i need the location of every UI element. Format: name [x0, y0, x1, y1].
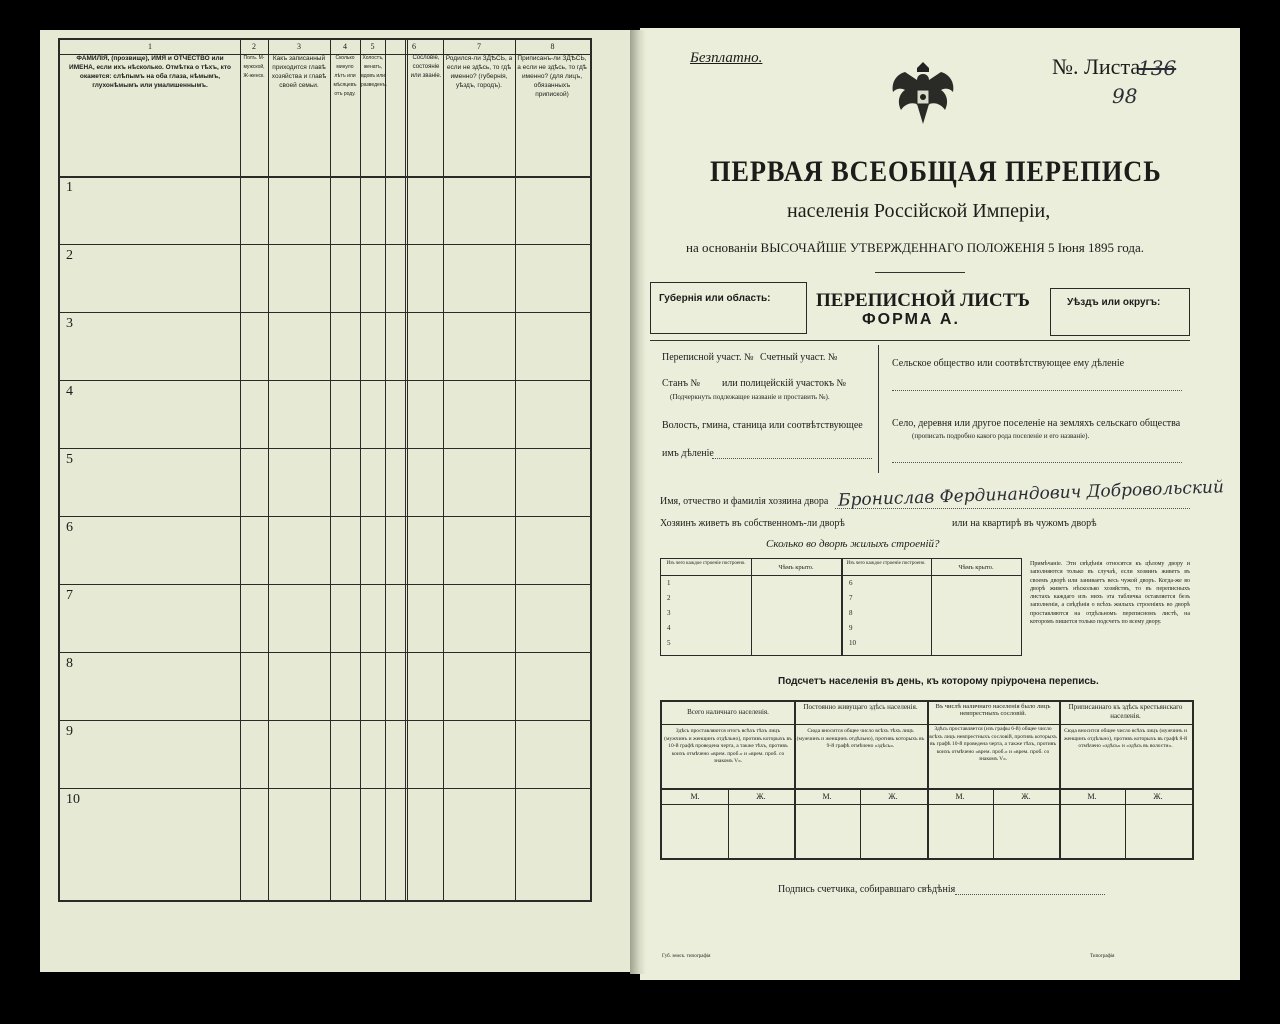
bld-row: 10	[849, 639, 856, 647]
row-number: 3	[66, 316, 73, 331]
underline-note: (Подчеркнуть подлежащее названіе и проставить №).	[670, 393, 830, 401]
district-box[interactable]	[1050, 288, 1190, 336]
male-label: М.	[955, 792, 965, 801]
bld-col-roof: Чѣмъ крыто.	[778, 564, 814, 571]
signature-label: Подпись счетчика, собиравшаго свѣдѣнія	[778, 884, 956, 895]
village-label: Село, деревня или другое поселеніе на земляхъ сельскаго общества	[892, 418, 1181, 429]
buildings-table	[660, 558, 1022, 656]
village-note: (прописать подробно какого рода поселеніе и его названіе).	[912, 432, 1090, 440]
bld-row: 3	[667, 609, 671, 617]
owner-handwritten-name: Бронислав Фердинандович Добровольский	[837, 477, 1225, 511]
buildings-question: Сколько во дворѣ жилыхъ строеній?	[766, 538, 940, 550]
female-label: Ж.	[888, 792, 898, 801]
rural-society-label: Сельское общество или соотвѣтствующее ему дѣленіе	[892, 358, 1125, 369]
row-number: 7	[66, 588, 73, 603]
form-basis: на основаніи ВЫСОЧАЙШЕ УТВЕРЖДЕННАГО ПОЛОЖЕНІЯ 5 Іюня 1895 года.	[686, 240, 1145, 255]
female-label: Ж.	[1153, 792, 1163, 801]
volost-label: Волость, гмина, станица или соотвѣтствующее	[662, 420, 863, 431]
printer-note: Губ. земск. типографія	[662, 954, 711, 959]
signature-field[interactable]	[955, 894, 1105, 895]
header-estate: Сословіе, состояніе или званіе.	[410, 55, 442, 79]
header-birthplace: Родился-ли ЗДѢСЬ, а если не здѣсь, то гдѣ именно? (губернія, уѣздъ, городъ).	[445, 55, 513, 89]
book-spine	[630, 30, 646, 974]
person-register-table	[58, 38, 592, 902]
row-number: 1	[66, 180, 73, 195]
camp-label: Станъ №	[662, 378, 701, 389]
bld-row: 5	[667, 639, 671, 647]
province-box[interactable]	[650, 282, 807, 334]
bld-row: 2	[667, 594, 671, 602]
header-sex: Полъ. М-мужской, Ж-женск.	[243, 55, 265, 79]
population-count-table	[660, 700, 1194, 860]
bld-row: 4	[667, 624, 671, 632]
divider	[878, 345, 879, 473]
rural-society-field[interactable]	[892, 390, 1182, 391]
owner-label: Имя, отчество и фамилія хозяина двора	[660, 496, 829, 507]
lives-rent-label: или на квартирѣ въ чужомъ дворѣ	[952, 518, 1097, 529]
row-number: 10	[66, 792, 80, 807]
row-number: 5	[66, 452, 73, 467]
bld-row: 6	[849, 579, 853, 587]
count-col-nonpeasant: Въ числѣ наличнаго населенія было лицъ невпрестныхъ сословій.	[935, 703, 1051, 717]
form-name: ПЕРЕПИСНОЙ ЛИСТЪ	[816, 290, 1030, 311]
volost-field[interactable]	[712, 458, 872, 459]
male-label: М.	[822, 792, 832, 801]
form-title: ПЕРВАЯ ВСЕОБЩАЯ ПЕРЕПИСЬ	[710, 155, 1162, 188]
count-desc: Сюда вносится общее число всѣхъ лицъ (мужчинъ и женщинъ отдѣльно), противъ которыхъ въ графѣ 8-й отмѣчено «здѣсь» и «здѣсь въ волости».	[1063, 728, 1188, 749]
bld-row: 7	[849, 594, 853, 602]
col-number: 3	[297, 42, 301, 51]
bld-col-material: Изъ чего каждое строеніе построено.	[846, 561, 926, 566]
village-field[interactable]	[892, 462, 1182, 463]
district-label: Уѣздъ или округъ:	[1067, 297, 1161, 308]
imperial-eagle-emblem	[888, 58, 958, 140]
bld-col-material: Изъ чего каждое строеніе построено.	[666, 561, 746, 566]
row-number: 8	[66, 656, 73, 671]
sheet-label: №. Листа	[1052, 54, 1141, 79]
header-age: Сколько минуло лѣтъ или мѣсяцевъ отъ роду.	[333, 55, 357, 97]
female-label: Ж.	[756, 792, 766, 801]
male-label: М.	[690, 792, 700, 801]
police-label: или полицейскій участокъ №	[722, 378, 847, 389]
sheet-number-handwritten: 98	[1112, 84, 1138, 108]
bld-col-roof: Чѣмъ крыто.	[958, 564, 994, 571]
col-number: 8	[550, 42, 555, 51]
female-label: Ж.	[1021, 792, 1031, 801]
province-label: Губернія или область:	[659, 293, 771, 304]
divider	[650, 340, 1190, 341]
bld-row: 1	[667, 579, 671, 587]
col-number: 2	[252, 42, 256, 51]
printer-note: Типографія	[1090, 954, 1115, 959]
header-relation: Какъ записанный приходится главѣ хозяйства и главѣ своей семьи.	[271, 55, 327, 89]
col-number: 6	[412, 42, 416, 51]
sheet-number-struck: 136	[1138, 56, 1177, 80]
volost-label-2: имъ дѣленіе	[662, 448, 714, 459]
lives-own-label: Хозяинъ живетъ въ собственномъ-ли дворѣ	[660, 518, 845, 529]
form-subtitle: населенія Россійской Имперіи,	[787, 200, 1051, 222]
count-col-permanent: Постоянно живущаго здѣсь населенія.	[803, 703, 918, 711]
male-label: М.	[1087, 792, 1097, 801]
header-name: ФАМИЛІЯ, (прозвище), ИМЯ и ОТЧЕСТВО или ИМЕНА, если ихъ нѣсколько. Отмѣтка о тѣхъ, кто окажется: слѣпымъ на оба глаза, нѣмымъ, глухонѣмымъ или умалишеннымъ.	[69, 55, 231, 89]
row-number: 6	[66, 520, 73, 535]
row-number: 9	[66, 724, 73, 739]
count-col-total: Всего наличнаго населенія.	[687, 708, 769, 716]
bld-row: 9	[849, 624, 853, 632]
buildings-note: Примѣчаніе. Эти свѣдѣнія относятся къ цѣлому двору и заполняются только въ случаѣ, если хозяинъ живетъ въ своемъ дворѣ или заниваетъ весь чужой дворъ. Когда-же во дворѣ живетъ нѣсколько хозяйствъ, то въ переписныхъ листахъ каждаго изъ нихъ эта табличка оставляется безъ заполненія, а свѣдѣнія о всѣхъ жилыхъ строеніяхъ во дворѣ проставляются на отдѣльномъ переписномъ листѣ, на которомъ пишется только подсчетъ по всему двору.	[1030, 561, 1190, 626]
header-marital: Холостъ, женатъ, вдовъ или разведенъ.	[361, 55, 388, 88]
divider	[875, 272, 965, 273]
count-area-label: Счетный участ. №	[760, 352, 838, 363]
free-label: Безплатно.	[690, 50, 763, 66]
col-number: 4	[343, 42, 347, 51]
row-number: 4	[66, 384, 73, 399]
count-desc: Сюда вносится общее число всѣхъ тѣхъ лицъ (мужчинъ и женщинъ отдѣльно), противъ которыхъ въ 9-й графѣ отмѣчено «здѣсь».	[796, 728, 925, 749]
census-area-label: Переписной участ. №	[662, 352, 754, 363]
col-number: 7	[477, 42, 481, 51]
col-number: 5	[370, 42, 375, 51]
count-desc: Здѣсь проставляется (изъ графы 6-й) общее число всѣхъ лицъ невпрестныхъ сословій, противъ которыхъ въ графѣ 10-й проведена черта, а также тѣхъ, противъ коихъ отмѣчено «врем. проб.» и «врем. проб. со знакомъ V».	[929, 726, 1057, 762]
form-letter: ФОРМА А.	[862, 311, 960, 328]
owner-field[interactable]	[835, 508, 1190, 509]
col-number: 1	[148, 42, 152, 51]
count-col-peasant: Приписаннаго къ здѣсь крестьянскаго населенія.	[1068, 703, 1183, 720]
row-number: 2	[66, 248, 73, 263]
count-desc: Здѣсь проставляются итогъ всѣхъ тѣхъ лицъ (мужчинъ и женщинъ отдѣльно), противъ которыхъ въ 10-й графѣ проведена черта, а также тѣхъ, противъ коихъ отмѣчено «врем. проб.» и «врем. проб. со знакомъ V».	[664, 728, 792, 764]
bld-row: 8	[849, 609, 853, 617]
count-title: Подсчетъ населенія въ день, къ которому пріурочена перепись.	[778, 676, 1099, 687]
header-registration: Приписанъ-ли ЗДѢСЬ, а если не здѣсь, то гдѣ именно? (для лицъ, обязанныхъ припиской)	[517, 55, 587, 98]
